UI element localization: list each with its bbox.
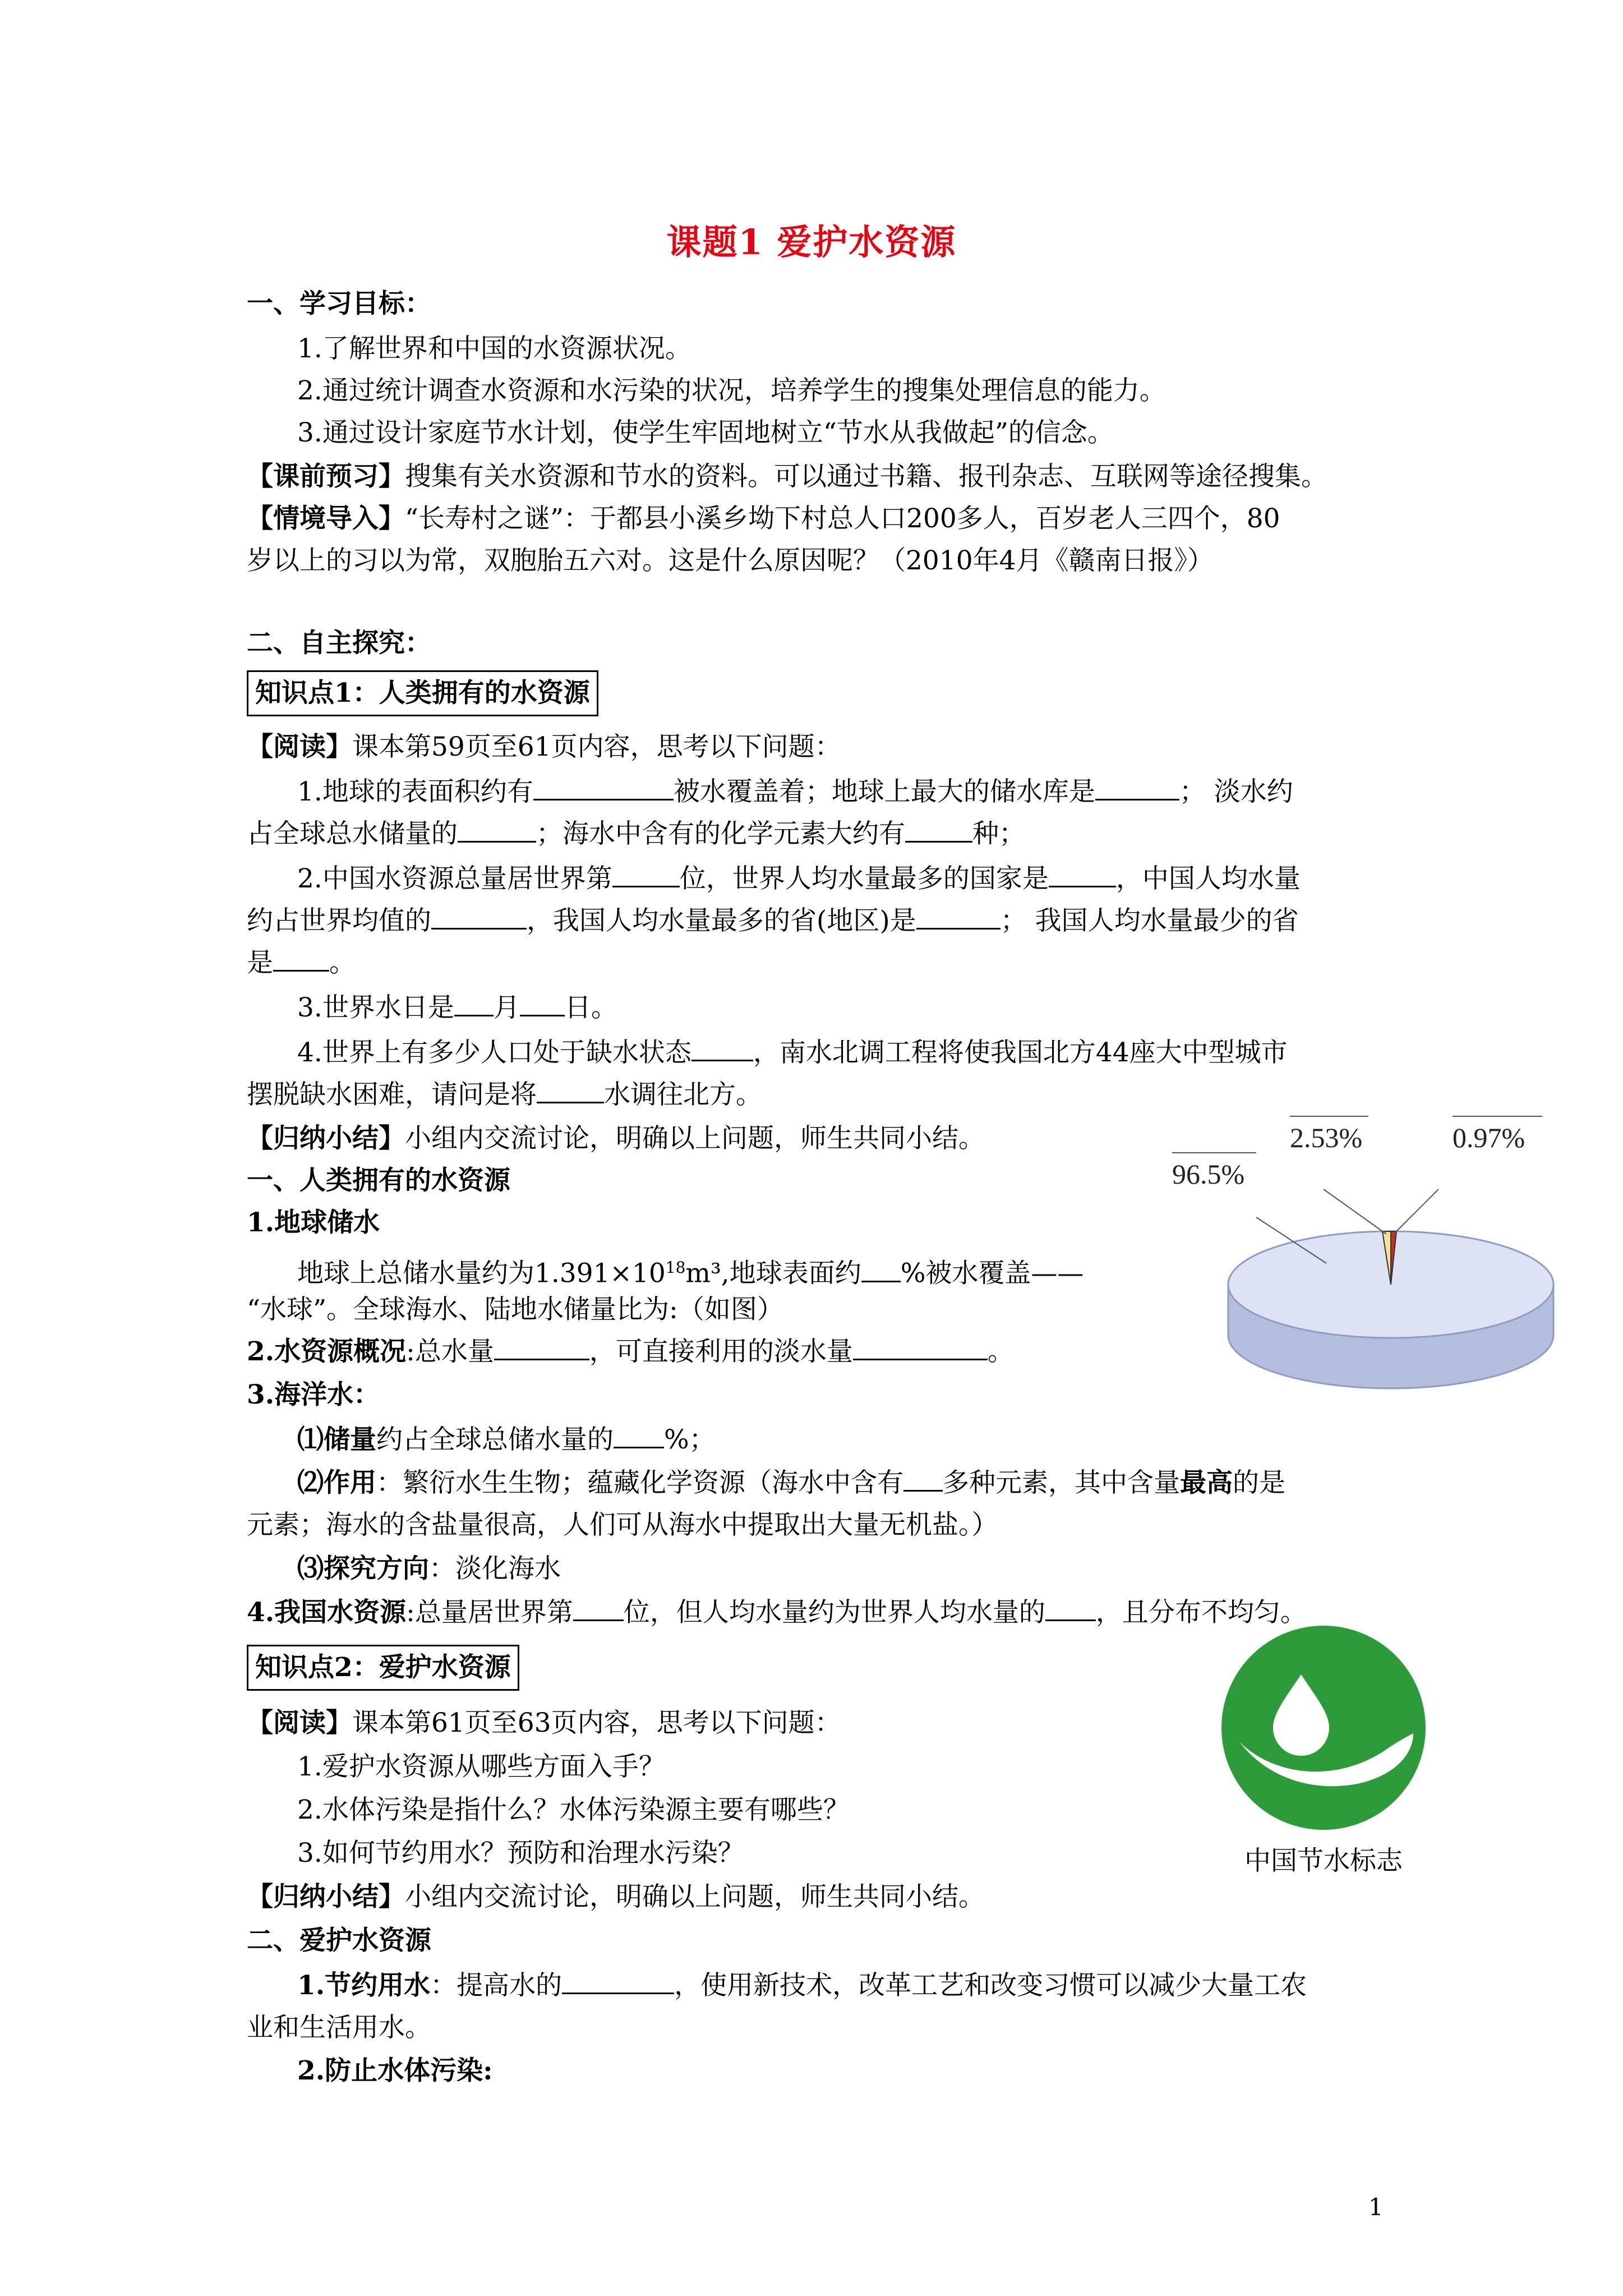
- q1-text-f: 种；: [972, 818, 1025, 849]
- q3-text-a: 3.世界水日是: [297, 992, 454, 1023]
- read-1-text: 课本第59页至61页内容，思考以下问题：: [352, 731, 841, 762]
- question-1-line-1: [297, 774, 1293, 810]
- ocean-role-text-b: 多种元素，其中含量: [943, 1467, 1180, 1498]
- water-overview-text-b: ，可直接利用的淡水量: [589, 1336, 853, 1367]
- knowledge-point-2: [247, 1645, 519, 1691]
- save-water-label: 1.节约用水: [297, 1970, 431, 2001]
- ocean-water-heading: 3.海洋水：: [247, 1379, 380, 1410]
- q2-text-d: 约占世界均值的: [247, 905, 431, 936]
- answer-blank[interactable]: [273, 945, 329, 972]
- ocean-role-line-2: 元素；海水的含盐量很高，人们可从海水中提取出大量无机盐。）: [247, 1510, 998, 1540]
- answer-blank[interactable]: [916, 903, 1000, 930]
- section-1-heading: 一、学习目标：: [247, 288, 431, 319]
- save-water-line-1: [297, 1968, 1307, 2004]
- ocean-storage-text-b: %；: [664, 1424, 716, 1455]
- china-water-text-a: :总量居世界第: [406, 1597, 573, 1628]
- answer-blank[interactable]: [905, 816, 972, 843]
- save-water-text-b: ，使用新技术，改革工艺和改变习惯可以减少大量工农: [674, 1970, 1307, 2001]
- read-2-text: 课本第61页至63页内容，思考以下问题：: [352, 1708, 841, 1738]
- q2-text-h: 。: [329, 947, 356, 978]
- q1-text-a: 1.地球的表面积约有: [297, 776, 533, 807]
- q2-text-c: ，中国人均水量: [1115, 863, 1301, 894]
- summary-label: 【归纳小结】: [247, 1123, 405, 1154]
- answer-blank[interactable]: [573, 1595, 624, 1621]
- water-distribution-pie: [1155, 1099, 1559, 1425]
- earth-text-a: 地球上总储水量约为1.391×10: [297, 1258, 666, 1289]
- subheading-protect-water: 二、爱护水资源: [247, 1925, 431, 1956]
- logo-caption: 中国节水标志: [1244, 1846, 1403, 1876]
- read-label: 【阅读】: [247, 731, 352, 762]
- read-label: 【阅读】: [247, 1708, 352, 1738]
- china-water-label: 4.我国水资源: [247, 1597, 407, 1628]
- preview-text: 搜集有关水资源和节水的资料。可以通过书籍、报刊杂志、互联网等途径搜集。: [405, 461, 1327, 492]
- page-title: 课题1 爱护水资源: [666, 222, 957, 263]
- save-water-line-2: 业和生活用水。: [247, 2012, 431, 2043]
- water-saving-logo: [1217, 1621, 1430, 1834]
- china-water-text-b: 位，但人均水量约为世界人均水量的: [623, 1597, 1045, 1628]
- water-overview-label: 2.水资源概况: [247, 1336, 407, 1367]
- ocean-role-line-1: [297, 1465, 1285, 1501]
- answer-blank[interactable]: [691, 1035, 753, 1061]
- knowledge-point-1-box: 知识点1：人类拥有的水资源: [247, 670, 598, 716]
- q1-text-c: ； 淡水约: [1179, 776, 1293, 807]
- leader-line-freshwater: [1324, 1189, 1386, 1234]
- goal-3: 3.通过设计家庭节水计划，使学生牢固地树立“节水从我做起”的信念。: [297, 417, 1114, 448]
- ocean-storage-label: ⑴储量: [297, 1424, 376, 1455]
- q4-text-a: 4.世界上有多少人口处于缺水状态: [297, 1037, 691, 1068]
- question-2-line-3: [247, 945, 356, 981]
- answer-blank[interactable]: [614, 1422, 664, 1448]
- leader-line-other: [1394, 1189, 1438, 1234]
- q4-text-b: ，南水北调工程将使我国北方44座大中型城市: [753, 1037, 1288, 1068]
- answer-blank[interactable]: [861, 1256, 901, 1282]
- ocean-role-text-c: 的是: [1233, 1467, 1285, 1498]
- summary-text: 小组内交流讨论，明确以上问题，师生共同小结。: [405, 1123, 985, 1154]
- intro-text-2: 岁以上的习以为常，双胞胎五六对。这是什么原因呢？（2010年4月《赣南日报》）: [247, 545, 1214, 576]
- answer-blank[interactable]: [458, 816, 536, 843]
- summary-label: 【归纳小结】: [247, 1881, 405, 1912]
- ocean-role-label: ⑵作用: [297, 1467, 376, 1498]
- answer-blank[interactable]: [853, 1334, 988, 1360]
- ocean-role-text-a: ：繁衍水生生物；蕴藏化学资源（海水中含有: [376, 1467, 903, 1498]
- answer-blank[interactable]: [454, 990, 494, 1016]
- answer-blank[interactable]: [612, 861, 680, 887]
- question-2-line-1: [297, 861, 1301, 897]
- q2-text-b: 位，世界人均水量最多的国家是: [679, 863, 1049, 894]
- earth-text-c: %被水覆盖——: [900, 1258, 1084, 1289]
- water-overview-text-a: :总水量: [406, 1336, 494, 1367]
- ocean-direction-line: [297, 1551, 561, 1587]
- earth-water-line-2: “水球”。全球海水、陆地水储量比为:（如图）: [247, 1294, 783, 1325]
- label-seawater: 96.5%: [1172, 1158, 1245, 1190]
- q2-text-f: ； 我国人均水量最少的省: [1000, 905, 1299, 936]
- q1-text-b: 被水覆盖着；地球上最大的储水库是: [673, 776, 1095, 807]
- q3-text-c: 日。: [564, 992, 617, 1023]
- section-2-heading: 二、自主探究：: [247, 628, 431, 659]
- read-2-paragraph: [247, 1705, 841, 1741]
- answer-blank[interactable]: [903, 1465, 943, 1492]
- save-water-text-a: ：提高水的: [430, 1970, 562, 2001]
- question-1-line-2: [247, 816, 1025, 852]
- water-overview-text-c: 。: [987, 1336, 1014, 1367]
- summary-1-paragraph: [247, 1121, 985, 1157]
- ocean-direction-label: ⑶探究方向: [297, 1553, 429, 1584]
- answer-blank[interactable]: [494, 1334, 589, 1360]
- question-2-line-2: [247, 903, 1299, 939]
- q2-text-a: 2.中国水资源总量居世界第: [297, 863, 612, 894]
- answer-blank[interactable]: [1095, 774, 1179, 800]
- q1-text-d: 占全球总水储量的: [247, 818, 458, 849]
- china-water-text-c: ，且分布不均匀。: [1095, 1597, 1307, 1628]
- water-overview-line: [247, 1334, 1014, 1370]
- summary-text: 小组内交流讨论，明确以上问题，师生共同小结。: [405, 1881, 985, 1912]
- china-water-line: [247, 1595, 1307, 1631]
- answer-blank[interactable]: [537, 1077, 604, 1103]
- question-3: [297, 990, 617, 1026]
- q3-text-b: 月: [493, 992, 520, 1023]
- ocean-direction-text: ：淡化海水: [429, 1553, 561, 1584]
- q2-text-g: 是: [247, 947, 273, 978]
- goal-2: 2.通过统计调查水资源和水污染的状况，培养学生的搜集处理信息的能力。: [297, 375, 1166, 406]
- q4-text-c: 摆脱缺水困难，请问是将: [247, 1079, 537, 1110]
- answer-blank[interactable]: [533, 774, 674, 800]
- intro-paragraph: [247, 501, 1280, 537]
- answer-blank[interactable]: [1045, 1595, 1096, 1621]
- answer-blank[interactable]: [431, 903, 527, 930]
- summary-2-paragraph: [247, 1879, 985, 1915]
- ocean-role-emphasis: 最高: [1180, 1467, 1233, 1498]
- question-4-line-1: [297, 1035, 1288, 1071]
- earth-water-line-1: [297, 1250, 1083, 1292]
- prevent-pollution-heading: 2.防止水体污染:: [297, 2055, 493, 2086]
- earth-water-heading: 1.地球储水: [247, 1207, 380, 1238]
- read-1-paragraph: [247, 729, 841, 765]
- label-freshwater: 2.53%: [1290, 1122, 1363, 1153]
- question-4-line-2: [247, 1077, 762, 1113]
- earth-exponent: 18: [665, 1258, 686, 1277]
- read-2-question-3: 3.如何节约用水？预防和治理水污染？: [297, 1838, 744, 1869]
- preview-paragraph: [247, 459, 1327, 495]
- subheading-water-resources: 一、人类拥有的水资源: [247, 1165, 510, 1196]
- ocean-storage-line: [297, 1422, 716, 1458]
- intro-text-1: “长寿村之谜”：于都县小溪乡坳下村总人口200多人，百岁老人三四个，80: [405, 503, 1280, 534]
- goal-1: 1.了解世界和中国的水资源状况。: [297, 333, 691, 364]
- q2-text-e: ，我国人均水量最多的省(地区)是: [527, 905, 916, 936]
- answer-blank[interactable]: [1049, 861, 1116, 887]
- q4-text-d: 水调往北方。: [604, 1079, 762, 1110]
- answer-blank[interactable]: [562, 1968, 674, 1994]
- label-other-water: 0.97%: [1453, 1122, 1525, 1153]
- knowledge-point-2-box: 知识点2：爱护水资源: [247, 1645, 519, 1691]
- intro-label: 【情境导入】: [247, 503, 405, 534]
- earth-text-b: m³,地球表面约: [685, 1258, 861, 1289]
- page-number: 1: [1368, 2193, 1384, 2221]
- preview-label: 【课前预习】: [247, 461, 405, 492]
- read-2-question-2: 2.水体污染是指什么？水体污染源主要有哪些？: [297, 1795, 850, 1825]
- read-2-question-1: 1.爱护水资源从哪些方面入手？: [297, 1751, 665, 1782]
- q1-text-e: ；海水中含有的化学元素大约有: [536, 818, 905, 849]
- ocean-storage-text-a: 约占全球总储水量的: [376, 1424, 614, 1455]
- knowledge-point-1: [247, 670, 598, 716]
- answer-blank[interactable]: [520, 990, 565, 1016]
